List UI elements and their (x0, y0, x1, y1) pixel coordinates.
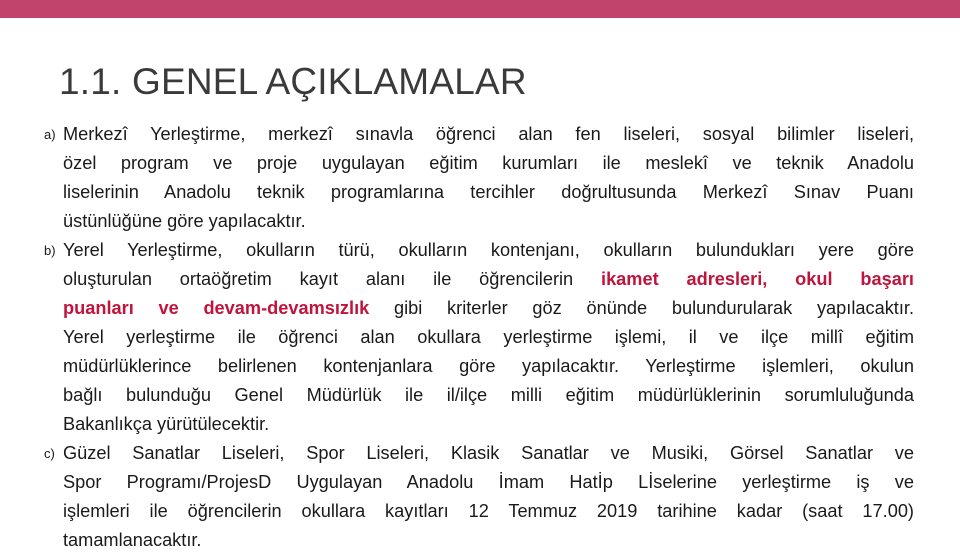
text-line: müdürlüklerince belirlenen kontenjanlara göre yapılacaktır. Yerleştirme işlemleri, okulun (63, 356, 914, 376)
top-accent-bar (0, 0, 960, 18)
text-segment: oluşturulan ortaöğretim kayıt alanı ile öğrencilerin (63, 269, 574, 289)
text-line: işlemleri ile öğrencilerin okullara kayıtları 12 Temmuz 2019 tarihine kadar (saat 17.00) (63, 501, 914, 521)
list-item-c (44, 439, 914, 555)
list-marker: b) (44, 243, 56, 258)
text-line: Merkezî Yerleştirme, merkezî sınavla öğrenci alan fen liseleri, sosyal bilimler liseleri, (63, 124, 914, 144)
slide-title: 1.1. GENEL AÇIKLAMALAR (59, 61, 527, 102)
text-line: Yerel yerleştirme ile öğrenci alan okullara yerleştirme işlemi, il ve ilçe millî eğitim (63, 327, 914, 347)
text-line: özel program ve proje uygulayan eğitim kurumları ile meslekî ve teknik Anadolu (63, 153, 914, 173)
list-item-b (44, 236, 914, 439)
highlighted-text: puanları ve devam-devamsızlık (63, 298, 370, 318)
slide-content (44, 120, 914, 555)
text-line (63, 265, 914, 294)
text-line: Bakanlıkça yürütülecektir. (63, 414, 270, 434)
list-item-a (44, 120, 914, 236)
list-marker: a) (44, 127, 56, 142)
text-line: liselerinin Anadolu teknik programlarına tercihler doğrultusunda Merkezî Sınav Puanı (63, 182, 914, 202)
text-line: Güzel Sanatlar Liseleri, Spor Liseleri, Klasik Sanatlar ve Musiki, Görsel Sanatlar ve (63, 443, 914, 463)
highlighted-text: ikamet adresleri, okul başarı (601, 269, 914, 289)
text-line: üstünlüğüne göre yapılacaktır. (63, 211, 306, 231)
text-line: tamamlanacaktır. (63, 530, 202, 550)
text-line: bağlı bulunduğu Genel Müdürlük ile il/ilçe milli eğitim müdürlüklerinin sorumluluğunda (63, 385, 914, 405)
text-line (63, 294, 914, 323)
text-line: Spor Programı/ProjesD Uygulayan Anadolu İmam Hatİp Lİselerine yerleştirme iş ve (63, 472, 914, 492)
text-line: Yerel Yerleştirme, okulların türü, okulların kontenjanı, okulların bulundukları yere göre (63, 240, 914, 260)
text-segment: gibi kriterler göz önünde bulundurularak yapılacaktır. (394, 298, 915, 318)
list-marker: c) (44, 446, 55, 461)
